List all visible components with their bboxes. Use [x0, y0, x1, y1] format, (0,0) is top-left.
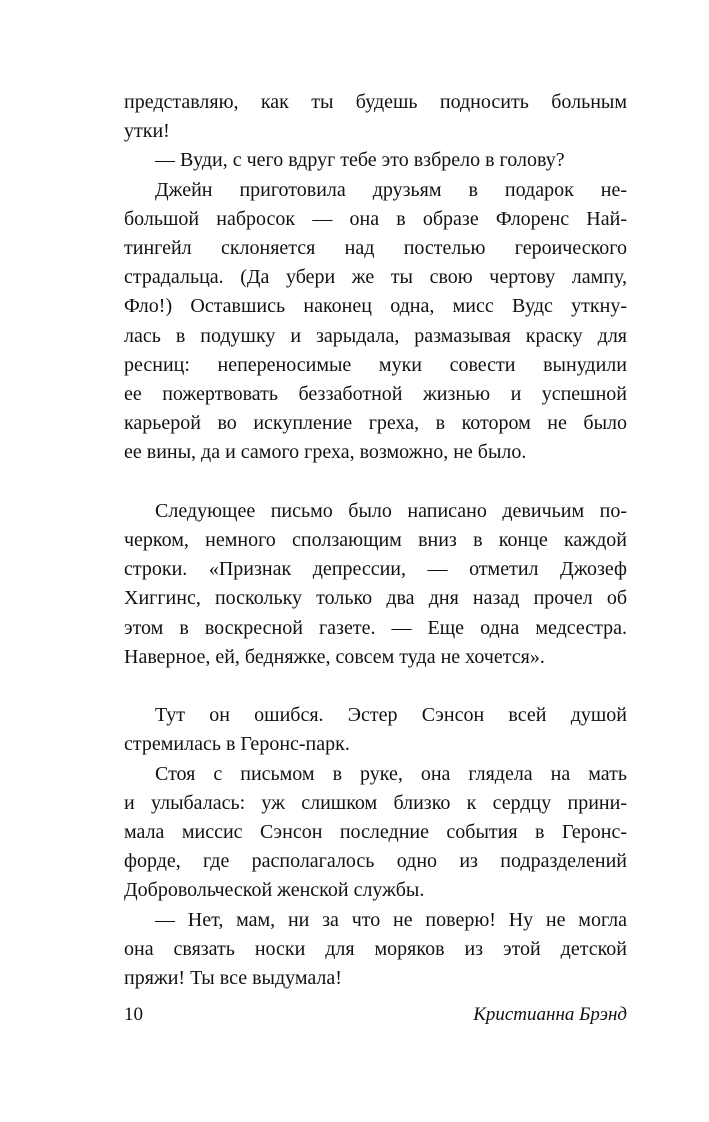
text-line: мала миссис Сэнсон последние события в Геронс-	[124, 821, 627, 844]
text-line: этом в воскресной газете. — Еще одна медсестра.	[124, 616, 627, 639]
text-line: — Нет, мам, ни за что не поверю! Ну не могла	[155, 908, 627, 931]
text-line: стремилась в Геронс-парк.	[124, 733, 350, 756]
text-line: ее вины, да и самого греха, возможно, не было.	[124, 441, 527, 464]
text-line: и улыбалась: уж слишком близко к сердцу прини-	[124, 791, 627, 814]
text-line: Тут он ошибся. Эстер Сэнсон всей душой	[155, 704, 627, 727]
paragraph	[124, 760, 627, 906]
text-line: большой набросок — она в образе Флоренс Най-	[124, 207, 627, 230]
text-line: — Вуди, с чего вдруг тебе это взбрело в голову?	[155, 149, 565, 172]
paragraph	[124, 88, 627, 146]
text-line: карьерой во искупление греха, в котором не было	[124, 412, 627, 435]
paragraph	[124, 701, 627, 759]
text-line: строки. «Признак депрессии, — отметил Джозеф	[124, 558, 627, 581]
running-title-author: Кристианна Брэнд	[473, 1004, 627, 1025]
text-line: лась в подушку и зарыдала, размазывая краску для	[124, 324, 627, 347]
paragraph	[124, 906, 627, 994]
text-line: Стоя с письмом в руке, она глядела на мать	[155, 762, 627, 785]
text-line: ее пожертвовать беззаботной жизнью и успешной	[124, 383, 627, 406]
text-line: утки!	[124, 120, 170, 143]
text-line: Джейн приготовила друзьям в подарок не-	[155, 178, 627, 201]
text-line: страдальца. (Да убери же ты свою чертову лампу,	[124, 266, 627, 289]
page-text	[124, 88, 627, 993]
paragraph	[124, 176, 627, 468]
paragraph	[124, 146, 627, 175]
text-line: тингейл склоняется над постелью героического	[124, 237, 627, 260]
text-line: Следующее письмо было написано девичьим по-	[155, 499, 627, 522]
page-footer	[124, 1002, 627, 1028]
text-line: Добровольческой женской службы.	[124, 879, 425, 902]
text-line: ресниц: непереносимые муки совести вынудили	[124, 353, 627, 376]
text-line: представляю, как ты будешь подносить больным	[124, 91, 627, 113]
text-line: Фло!) Оставшись наконец одна, мисс Вудс уткну-	[124, 295, 627, 318]
text-line: пряжи! Ты все выдумала!	[124, 967, 342, 990]
text-line: Наверное, ей, бедняжке, совсем туда не хочется».	[124, 645, 545, 668]
text-line: форде, где располагалось одно из подразделений	[124, 850, 627, 873]
text-line: Хиггинс, поскольку только два дня назад прочел об	[124, 587, 627, 610]
paragraph	[124, 497, 627, 672]
text-line: черком, немного сползающим вниз в конце каждой	[124, 529, 627, 552]
page-number: 10	[124, 1004, 143, 1025]
text-line: она связать носки для моряков из этой детской	[124, 937, 627, 960]
